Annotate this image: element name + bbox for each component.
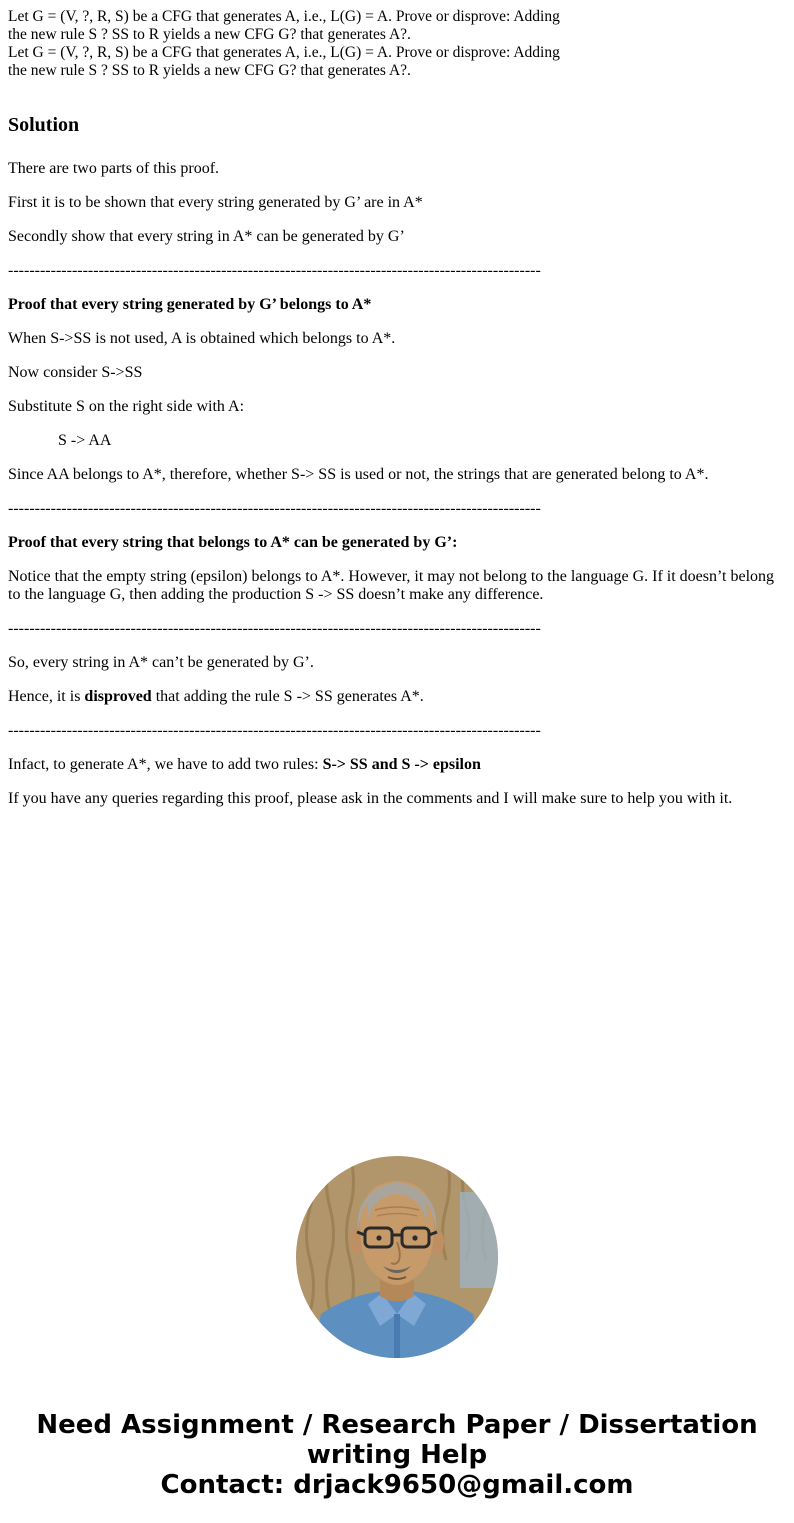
conclusion-paragraph: So, every string in A* can’t be generated by G’. [8, 654, 314, 671]
proof2-paragraph: Notice that the empty string (epsilon) belongs to A*. However, it may not belong to the language G. If it doesn’t belong to the language G, then adding the production S -> SS doesn’t make any difference. [8, 568, 775, 603]
queries-paragraph: If you have any queries regarding this proof, please ask in the comments and I will make sure to help you with it. [8, 790, 733, 807]
proof1-paragraph: When S->SS is not used, A is obtained which belongs to A*. [8, 330, 396, 347]
footer-promo [8, 1410, 786, 1500]
footer-contact-email: Contact: drjack9650@gmail.com [160, 1470, 634, 1500]
question-line: Let G = (V, ?, R, S) be a CFG that generates A, i.e., L(G) = A. Prove or disprove: Adding [8, 8, 560, 25]
question-line: Let G = (V, ?, R, S) be a CFG that generates A, i.e., L(G) = A. Prove or disprove: Adding [8, 44, 560, 61]
proof2-heading: Proof that every string that belongs to A* can be generated by G’: [8, 534, 458, 551]
footer-line: writing Help [306, 1440, 488, 1470]
conclusion-text: Infact, to generate A*, we have to add two rules: [8, 756, 323, 773]
conclusion-text: Hence, it is [8, 688, 85, 705]
proof-part1-statement: First it is to be shown that every string generated by G’ are in A* [8, 194, 423, 211]
proof1-heading: Proof that every string generated by G’ belongs to A* [8, 296, 372, 313]
intro-paragraph: There are two parts of this proof. [8, 160, 220, 177]
proof1-paragraph: Now consider S->SS [8, 364, 143, 381]
rules-emphasis: S-> SS and S -> epsilon [322, 756, 481, 773]
conclusion-paragraph [8, 688, 786, 706]
divider: ---------------------------------------------------------------------------------------------------- [8, 262, 541, 279]
derived-rule: S -> AA [58, 432, 112, 449]
disproved-emphasis: disproved [84, 688, 152, 705]
proof-part2-statement: Secondly show that every string in A* can be generated by G’ [8, 228, 405, 245]
conclusion-paragraph [8, 756, 786, 774]
footer-line: Need Assignment / Research Paper / Dissertation [36, 1410, 758, 1440]
avatar [296, 1156, 498, 1358]
question-paragraph-2 [8, 44, 786, 80]
divider: ---------------------------------------------------------------------------------------------------- [8, 722, 541, 739]
divider: ---------------------------------------------------------------------------------------------------- [8, 620, 541, 637]
proof1-paragraph: Substitute S on the right side with A: [8, 398, 245, 415]
divider: ---------------------------------------------------------------------------------------------------- [8, 500, 541, 517]
conclusion-text: that adding the rule S -> SS generates A*. [151, 688, 424, 705]
question-line: the new rule S ? SS to R yields a new CFG G? that generates A?. [8, 62, 411, 79]
avatar-image [296, 1156, 498, 1358]
proof1-paragraph: Since AA belongs to A*, therefore, whether S-> SS is used or not, the strings that are generated belong to A*. [8, 466, 709, 483]
question-paragraph-1 [8, 8, 786, 44]
question-line: the new rule S ? SS to R yields a new CFG G? that generates A?. [8, 26, 411, 43]
solution-heading: Solution [8, 114, 80, 136]
